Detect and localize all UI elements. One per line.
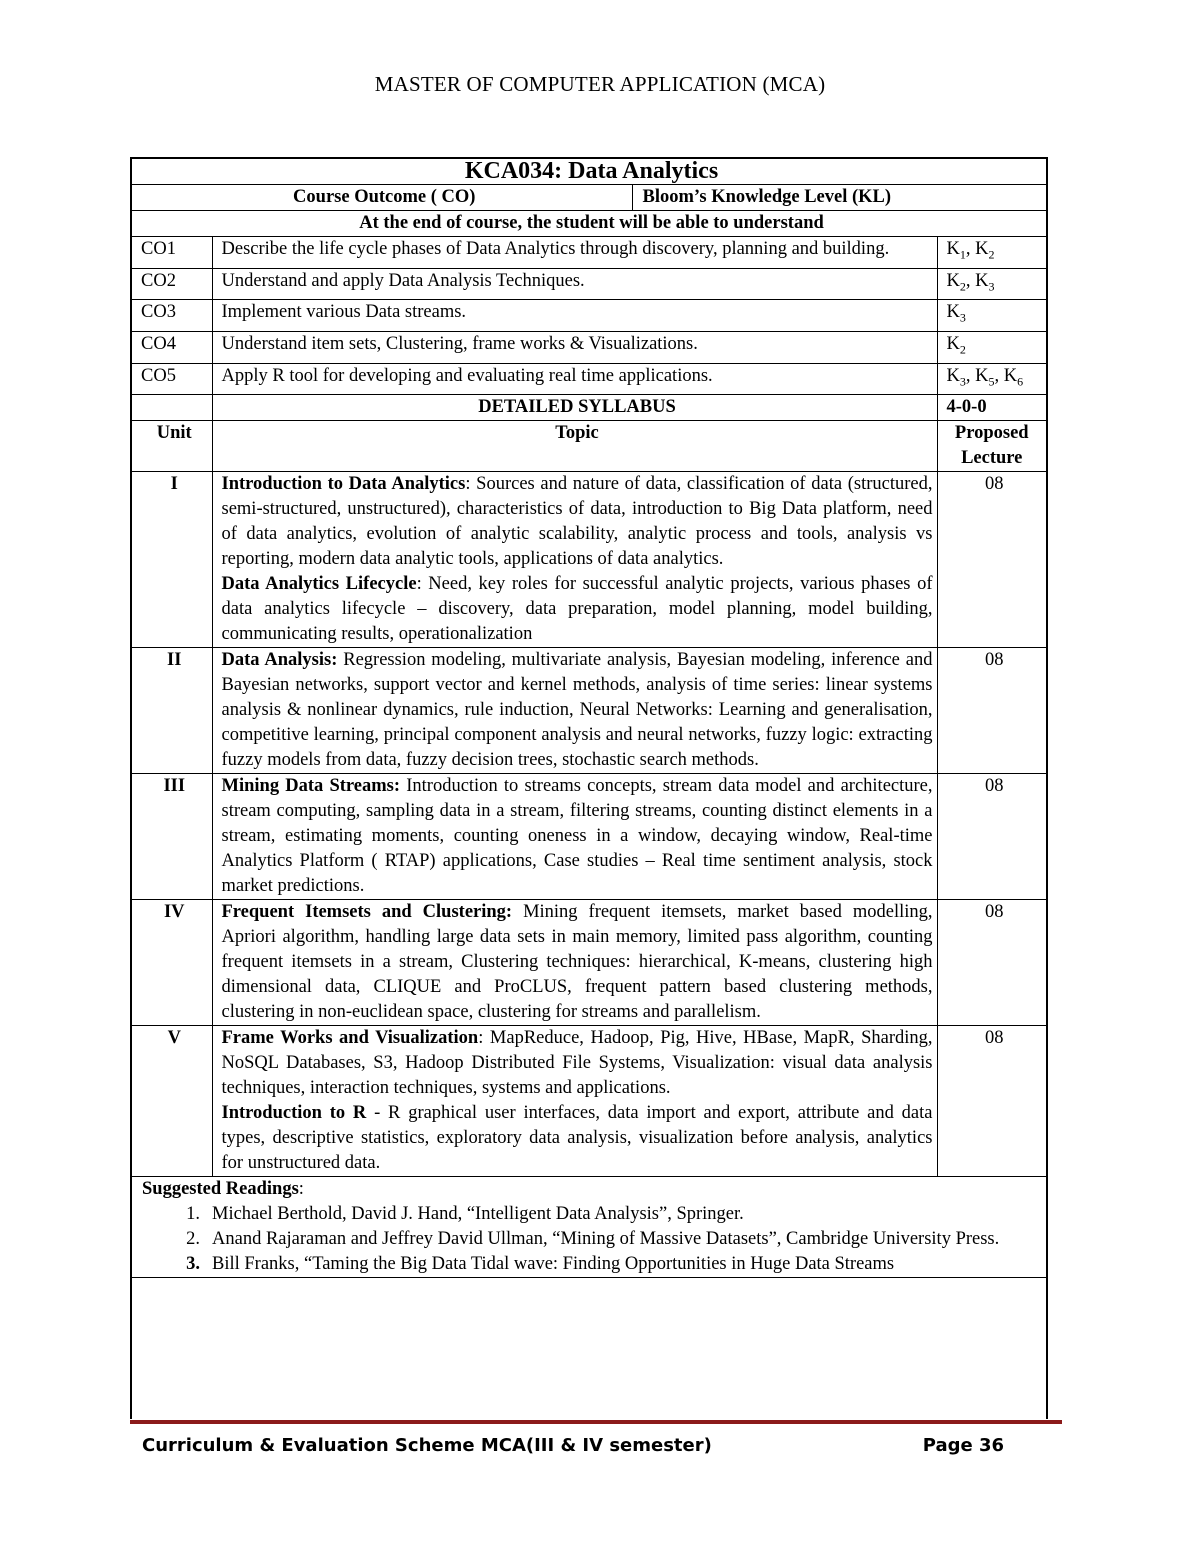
col-lecture: Proposed Lecture	[937, 421, 1046, 472]
empty-cell	[132, 395, 212, 421]
unit-lectures: 08	[937, 1026, 1046, 1177]
topic-paragraph	[222, 1101, 933, 1176]
reading-text: Anand Rajaraman and Jeffrey David Ullman, “Mining of Massive Datasets”, Cambridge University Press.	[212, 1229, 1000, 1250]
outcome-text: Understand item sets, Clustering, frame works & Visualizations.	[212, 332, 937, 364]
unit-number: I	[132, 472, 212, 648]
outcome-code: CO1	[132, 237, 212, 269]
outcome-text: Understand and apply Data Analysis Techniques.	[212, 268, 937, 300]
outcome-knowledge-level	[937, 332, 1046, 364]
k-level: 5	[988, 374, 995, 389]
k-letter: K	[946, 270, 960, 291]
topic-heading: Data Analysis:	[221, 650, 338, 671]
page-footer	[142, 1435, 1004, 1456]
unit-number: V	[132, 1026, 212, 1177]
topic-heading: Introduction to Data Analytics	[221, 474, 466, 495]
reading-number: 3.	[186, 1254, 200, 1275]
page-title: MASTER OF COMPUTER APPLICATION (MCA)	[374, 72, 826, 96]
k-letter: K	[975, 365, 989, 386]
topic-text: : Need, key roles for successful analytic projects, various phases of data analytics lifecycle – discovery, data preparation, model planning, model building, communicating results, operationalization	[221, 574, 933, 645]
topic-paragraph	[222, 472, 933, 572]
readings-colon: :	[298, 1179, 304, 1200]
topic-text: : MapReduce, Hadoop, Pig, Hive, HBase, MapR, Sharding, NoSQL Databases, S3, Hadoop Distributed File Systems, Visualization: visual data analysis techniques, interaction techniques, systems and applications.	[221, 1028, 933, 1099]
unit-number: II	[132, 648, 212, 774]
col-topic: Topic	[212, 421, 937, 472]
k-level: 3	[959, 374, 966, 389]
reading-item	[142, 1202, 1036, 1227]
outcome-row	[132, 363, 1046, 395]
outcome-code: CO3	[132, 300, 212, 332]
outcome-row	[132, 332, 1046, 364]
unit-topic	[212, 1026, 937, 1177]
k-letter: K	[946, 334, 960, 355]
k-letter: K	[946, 239, 960, 259]
suggested-readings	[132, 1177, 1046, 1278]
unit-row	[132, 472, 1046, 648]
unit-row	[132, 774, 1046, 900]
topic-heading: Data Analytics Lifecycle	[221, 574, 417, 595]
reading-text: Michael Berthold, David J. Hand, “Intelligent Data Analysis”, Springer.	[212, 1204, 744, 1225]
syllabus-header-row	[132, 395, 1046, 421]
outcome-text: Implement various Data streams.	[212, 300, 937, 332]
unit-topic	[212, 472, 937, 648]
topic-paragraph	[222, 774, 933, 899]
ltp: 4-0-0	[937, 395, 1046, 421]
topic-heading: Introduction to R	[221, 1103, 367, 1124]
topic-text: - R graphical user interfaces, data import and export, attribute and data types, descriptive statistics, exploratory data analysis, visualization before analysis, analytics for unstructured data.	[221, 1103, 933, 1174]
syllabus-title: DETAILED SYLLABUS	[212, 395, 937, 421]
outcome-knowledge-level: $K_3$, $K_5$, $K_6$	[937, 363, 1046, 395]
outcomes-intro: At the end of course, the student will be able to understand	[132, 211, 1046, 237]
syllabus-frame	[130, 157, 1048, 1419]
outcome-knowledge-level: $K_1$, $K_2$	[937, 237, 1046, 269]
column-header-row	[132, 421, 1046, 472]
topic-heading: Frame Works and Visualization	[221, 1028, 479, 1049]
outcome-knowledge-level	[937, 300, 1046, 332]
outcome-knowledge-level: $K_2$, $K_3$	[937, 268, 1046, 300]
k-letter: K	[1003, 365, 1018, 386]
outcome-row	[132, 237, 1046, 269]
unit-row	[132, 1026, 1046, 1177]
outcome-code: CO2	[132, 268, 212, 300]
topic-paragraph	[222, 648, 933, 773]
unit-lectures: 08	[937, 472, 1046, 648]
topic-text: : Sources and nature of data, classification of data (structured, semi-structured, unstructured), characteristics of data, introduction to Big Data platform, need of data analytics, evolution of analytic scalability, analytic process and tools, analysis vs reporting, modern data analytic tools, applications of data analytics.	[221, 474, 933, 570]
k-level: 6	[1017, 374, 1024, 389]
topic-heading: Mining Data Streams:	[221, 776, 401, 797]
co-header: Course Outcome ( CO)	[132, 185, 632, 211]
topic-paragraph	[222, 900, 933, 1025]
topic-text: Introduction to streams concepts, stream data model and architecture, stream computing, sampling data in a stream, filtering streams, counting distinct elements in a stream, estimating moments, counting oneness in a window, decaying window, Real-time Analytics Platform ( RTAP) applications, Case studies – Real time sentiment analysis, stock market predictions.	[221, 776, 933, 897]
unit-row	[132, 900, 1046, 1026]
unit-lectures: 08	[937, 648, 1046, 774]
reading-number: 2.	[186, 1229, 200, 1250]
k-level: 1	[959, 247, 966, 262]
k-level: 3	[959, 311, 966, 326]
topic-paragraph	[222, 1026, 933, 1101]
topic-heading: Frequent Itemsets and Clustering:	[221, 902, 513, 923]
kl-header: Bloom’s Knowledge Level (KL)	[632, 185, 1046, 211]
k-letter: K	[946, 365, 960, 386]
footer-rule	[130, 1420, 1062, 1424]
footer-scheme: Curriculum & Evaluation Scheme MCA(III & IV semester)	[142, 1435, 712, 1456]
unit-number: IV	[132, 900, 212, 1026]
unit-number: III	[132, 774, 212, 900]
reading-item	[142, 1252, 1036, 1277]
readings-heading	[142, 1177, 1036, 1202]
course-title: KCA034: Data Analytics	[132, 159, 1046, 185]
outcome-row	[132, 268, 1046, 300]
k-level: 2	[959, 279, 966, 294]
outcome-code: CO5	[132, 363, 212, 395]
unit-topic	[212, 648, 937, 774]
outcome-code: CO4	[132, 332, 212, 364]
readings-row	[132, 1177, 1046, 1278]
reading-number: 1.	[186, 1204, 200, 1225]
k-letter: K	[975, 270, 989, 291]
page-number: Page 36	[922, 1435, 1004, 1456]
unit-lectures: 08	[937, 774, 1046, 900]
k-level: 2	[988, 247, 995, 262]
unit-topic	[212, 900, 937, 1026]
unit-lectures: 08	[937, 900, 1046, 1026]
reading-item	[142, 1227, 1036, 1252]
topic-text: Mining frequent itemsets, market based modelling, Apriori algorithm, handling large data sets in main memory, limited pass algorithm, counting frequent itemsets in a stream, Clustering techniques: hierarchical, K-means, clustering high dimensional data, CLIQUE and ProCLUS, frequent pattern based clustering methods, clustering in non-euclidean space, clustering for streams and parallelism.	[221, 902, 933, 1023]
k-letter: K	[975, 239, 989, 259]
unit-topic	[212, 774, 937, 900]
outcome-row	[132, 300, 1046, 332]
col-unit: Unit	[132, 421, 212, 472]
topic-text: Regression modeling, multivariate analysis, Bayesian modeling, inference and Bayesian networks, support vector and kernel methods, analysis of time series: linear systems analysis & nonlinear dynamics, rule induction, Neural Networks: Learning and generalisation, competitive learning, principal component analysis and neural networks, fuzzy logic: extracting fuzzy models from data, fuzzy decision trees, stochastic search methods.	[221, 650, 933, 771]
k-level: 2	[959, 342, 966, 357]
syllabus-table	[132, 159, 1046, 1278]
k-letter: K	[946, 302, 960, 323]
reading-text: Bill Franks, “Taming the Big Data Tidal wave: Finding Opportunities in Huge Data Streams	[212, 1254, 895, 1275]
unit-row	[132, 648, 1046, 774]
readings-title: Suggested Readings	[142, 1179, 299, 1200]
k-level: 3	[988, 279, 995, 294]
outcome-text: Apply R tool for developing and evaluating real time applications.	[212, 363, 937, 395]
topic-paragraph	[222, 572, 933, 647]
outcome-text: Describe the life cycle phases of Data Analytics through discovery, planning and building.	[212, 237, 937, 269]
